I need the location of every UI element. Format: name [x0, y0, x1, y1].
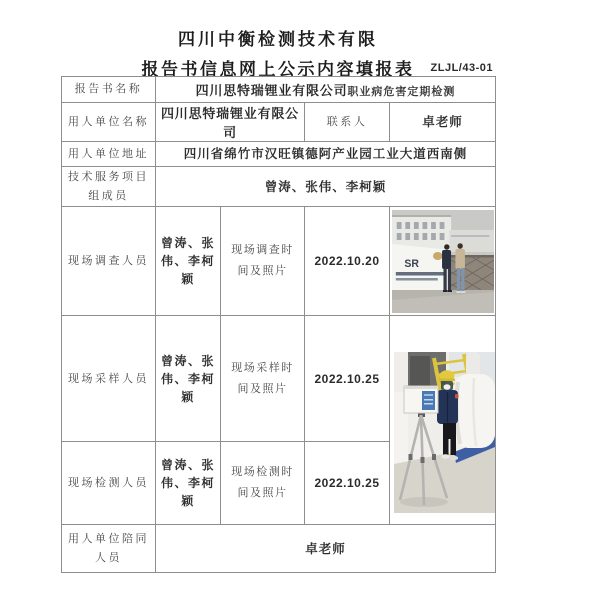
site-survey-time-label: 现场调查时间及照片	[221, 207, 305, 316]
sampling-photo-cell	[390, 316, 496, 525]
sign-emblem	[433, 252, 443, 260]
report-company-text: 四川思特瑞锂业有限公司	[195, 82, 348, 98]
form-header	[61, 25, 495, 79]
site-sampling-date: 2022.10.25	[305, 316, 390, 442]
site-detection-time-label: 现场检测时间及照片	[221, 442, 305, 525]
contact-label: 联系人	[305, 103, 390, 142]
site-survey-date: 2022.10.20	[305, 207, 390, 316]
row-report-name	[62, 77, 496, 103]
report-name-label: 报告书名称	[62, 77, 156, 103]
site-sampling-time-label: 现场采样时间及照片	[221, 316, 305, 442]
row-employer-address	[62, 142, 496, 167]
report-suffix-text: 职业病危害定期检测	[347, 85, 456, 98]
project-team-value: 曾涛、张伟、李柯颖	[156, 167, 496, 207]
employer-name-value: 四川思特瑞锂业有限公司	[156, 103, 305, 142]
contact-value: 卓老师	[390, 103, 496, 142]
sampling-tripod-photo	[394, 352, 495, 513]
form-title: 报告书信息网上公示内容填报表	[141, 60, 415, 79]
row-escort	[62, 525, 496, 573]
report-name-value	[156, 77, 496, 103]
site-survey-staff: 曾涛、张伟、李柯颖	[156, 207, 221, 316]
escort-label: 用人单位陪同人员	[62, 525, 156, 573]
site-survey-label: 现场调查人员	[62, 207, 156, 316]
org-title: 四川中衡检测技术有限	[178, 30, 378, 49]
site-detection-staff: 曾涛、张伟、李柯颖	[156, 442, 221, 525]
row-site-survey	[62, 207, 496, 316]
site-survey-photo-cell	[390, 207, 496, 316]
escort-value: 卓老师	[156, 525, 496, 573]
doc-code: ZLJL/43-01	[430, 62, 493, 74]
site-detection-label: 现场检测人员	[62, 442, 156, 525]
site-sampling-staff: 曾涛、张伟、李柯颖	[156, 316, 221, 442]
project-team-label: 技术服务项目组成员	[62, 167, 156, 207]
employer-name-label: 用人单位名称	[62, 103, 156, 142]
employer-address-value: 四川省绵竹市汉旺镇德阿产业园工业大道西南侧	[156, 142, 496, 167]
report-info-table	[61, 76, 496, 573]
sampler-box	[404, 386, 438, 413]
orange-tag	[455, 394, 459, 399]
site-detection-date: 2022.10.25	[305, 442, 390, 525]
factory-gate-photo	[392, 210, 494, 313]
form-title-row	[61, 55, 495, 79]
row-employer-name	[62, 103, 496, 142]
site-sampling-label: 现场采样人员	[62, 316, 156, 442]
row-site-sampling	[62, 316, 496, 442]
employer-address-label: 用人单位地址	[62, 142, 156, 167]
sign-logo-text: SR	[404, 257, 419, 270]
row-project-team	[62, 167, 496, 207]
